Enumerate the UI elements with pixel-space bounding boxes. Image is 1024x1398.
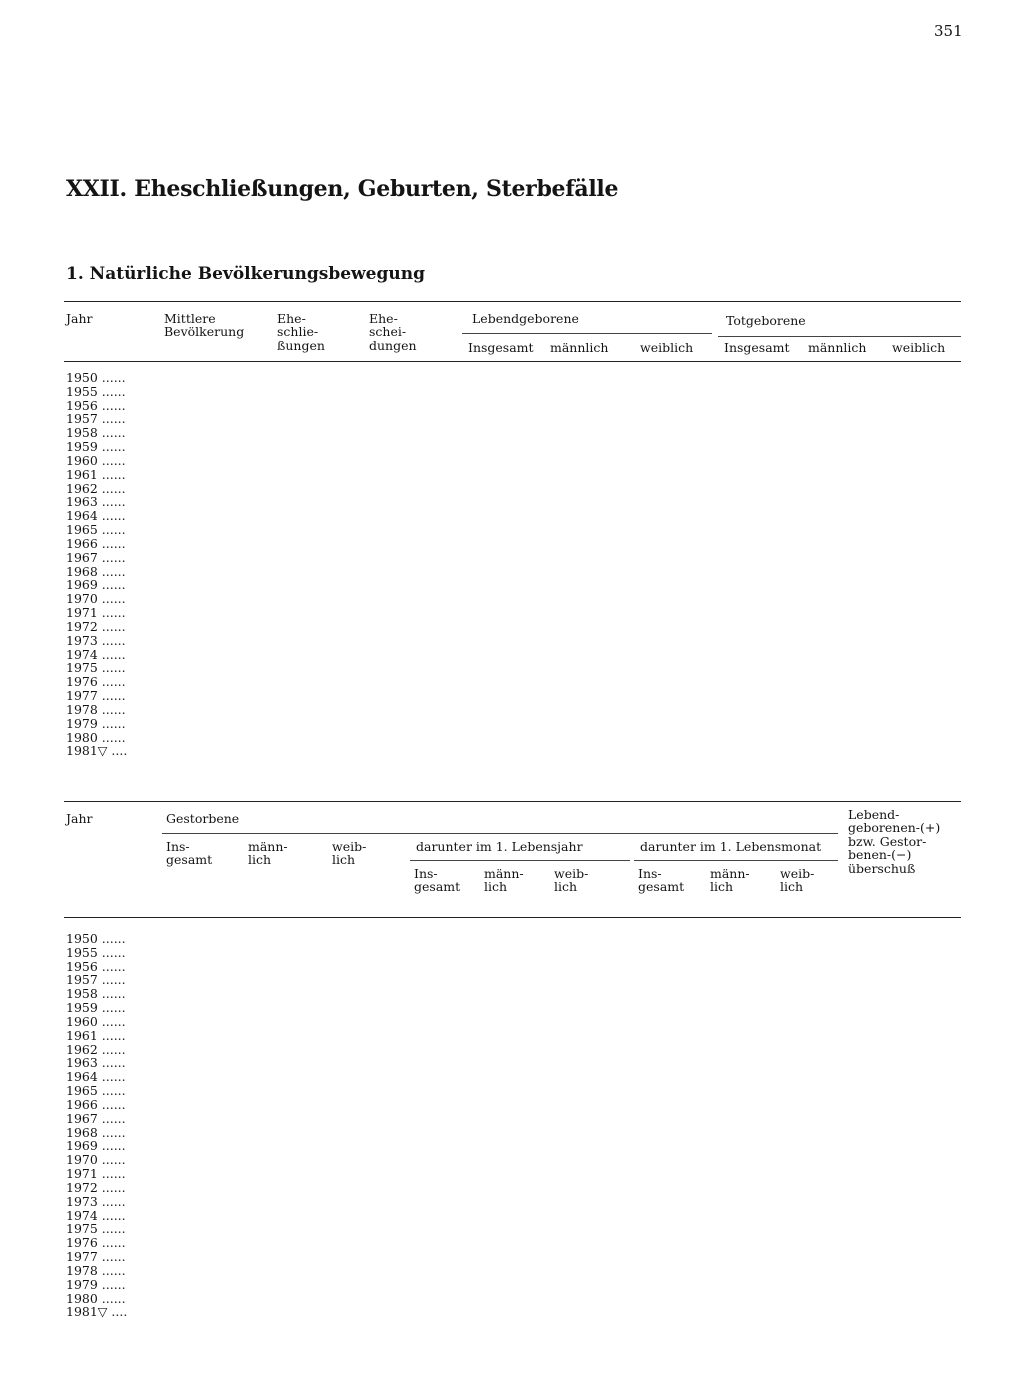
year-cell: 1971 ...... xyxy=(66,605,126,621)
t2-lebensjahr-subrule xyxy=(410,860,630,861)
year-cell: 1961 ...... xyxy=(66,1027,126,1043)
section-title: 1. Natürliche Bevölkerungsbewegung xyxy=(66,264,425,284)
year-cell: 1960 ...... xyxy=(66,1013,126,1029)
year-cell: 1968 ...... xyxy=(66,1124,126,1140)
year-cell: 1955 ...... xyxy=(66,944,126,960)
t2-header-ueberschuss: Lebend- geborenen-(+) bzw. Gestor- benen-(−) überschuß xyxy=(848,807,941,876)
year-cell: 1972 ...... xyxy=(66,1179,126,1195)
year-cell: 1969 ...... xyxy=(66,1138,126,1154)
table2-top-rule xyxy=(64,801,961,802)
t1-header-jahr: Jahr xyxy=(66,311,93,326)
year-cell: 1978 ...... xyxy=(66,1262,126,1278)
year-cell: 1977 ...... xyxy=(66,1249,126,1265)
t2-header-weiblich: weib- lich xyxy=(332,839,367,868)
year-cell: 1970 ...... xyxy=(66,591,126,607)
t2-header-jahr-insgesamt: Ins- gesamt xyxy=(414,866,461,895)
year-cell: 1968 ...... xyxy=(66,563,126,579)
year-cell: 1961 ...... xyxy=(66,466,126,482)
year-cell: 1976 ...... xyxy=(66,674,126,690)
t1-header-lebend-maennlich: männlich xyxy=(550,340,609,355)
t1-header-mittlere-bevoelkerung: Mittlere Bevölkerung xyxy=(164,311,245,340)
year-cell: 1950 ...... xyxy=(66,931,126,946)
t2-header-jahr-weiblich: weib- lich xyxy=(554,866,589,895)
year-cell: 1957 ...... xyxy=(66,972,126,988)
year-cell: 1965 ...... xyxy=(66,522,126,538)
t2-header-jahr: Jahr xyxy=(66,811,93,826)
year-cell: 1978 ...... xyxy=(66,701,126,717)
t1-header-lebendgeborene: Lebendgeborene xyxy=(472,311,579,326)
table2-header-rule xyxy=(64,917,961,918)
year-cell: 1956 ...... xyxy=(66,397,126,413)
t1-header-totgeborene: Totgeborene xyxy=(726,313,806,328)
t1-header-eheschliessungen: Ehe- schlie- ßungen xyxy=(277,311,325,353)
year-cell: 1974 ...... xyxy=(66,646,126,662)
year-cell: 1966 ...... xyxy=(66,535,126,551)
t1-header-tot-insgesamt: Insgesamt xyxy=(724,340,790,355)
year-cell: 1962 ...... xyxy=(66,480,126,496)
t2-header-monat-maennlich: männ- lich xyxy=(710,866,750,895)
year-cell: 1970 ...... xyxy=(66,1152,126,1168)
year-cell: 1956 ...... xyxy=(66,958,126,974)
year-cell: 1973 ...... xyxy=(66,1193,126,1209)
page-number: 351 xyxy=(934,22,963,40)
year-cell: 1967 ...... xyxy=(66,1110,126,1126)
year-cell: 1971 ...... xyxy=(66,1166,126,1182)
year-cell: 1957 ...... xyxy=(66,411,126,427)
t2-lebensmonat-subrule xyxy=(634,860,838,861)
t1-header-ehescheidungen: Ehe- schei- dungen xyxy=(369,311,417,353)
year-cell: 1977 ...... xyxy=(66,688,126,704)
year-cell: 1966 ...... xyxy=(66,1096,126,1112)
year-cell: 1962 ...... xyxy=(66,1041,126,1057)
year-cell: 1975 ...... xyxy=(66,1221,126,1237)
t2-header-darunter-lebensjahr: darunter im 1. Lebensjahr xyxy=(416,839,583,854)
year-cell: 1950 ...... xyxy=(66,370,126,385)
t1-tot-subrule xyxy=(718,336,961,337)
year-cell: 1972 ...... xyxy=(66,618,126,634)
year-cell: 1975 ...... xyxy=(66,660,126,676)
year-cell: 1973 ...... xyxy=(66,632,126,648)
year-cell: 1969 ...... xyxy=(66,577,126,593)
year-cell: 1963 ...... xyxy=(66,1055,126,1071)
year-cell: 1979 ...... xyxy=(66,1276,126,1292)
t2-header-insgesamt: Ins- gesamt xyxy=(166,839,213,868)
year-cell: 1974 ...... xyxy=(66,1207,126,1223)
year-cell: 1964 ...... xyxy=(66,1069,126,1085)
t1-header-lebend-weiblich: weiblich xyxy=(640,340,694,355)
year-cell: 1980 ...... xyxy=(66,729,126,745)
year-cell: 1981▽ .... xyxy=(66,1304,128,1320)
t1-lebend-subrule xyxy=(462,333,712,334)
t2-header-monat-weiblich: weib- lich xyxy=(780,866,815,895)
t2-gestorbene-subrule xyxy=(162,833,838,834)
year-cell: 1965 ...... xyxy=(66,1083,126,1099)
year-cell: 1979 ...... xyxy=(66,715,126,731)
t2-header-monat-insgesamt: Ins- gesamt xyxy=(638,866,685,895)
year-cell: 1960 ...... xyxy=(66,452,126,468)
year-cell: 1976 ...... xyxy=(66,1235,126,1251)
t2-header-gestorbene: Gestorbene xyxy=(166,811,240,826)
chapter-title: XXII. Eheschließungen, Geburten, Sterbefälle xyxy=(66,176,619,202)
t1-header-tot-weiblich: weiblich xyxy=(892,340,946,355)
year-cell: 1955 ...... xyxy=(66,383,126,399)
table1-top-rule xyxy=(64,301,961,302)
year-cell: 1958 ...... xyxy=(66,425,126,441)
t2-header-maennlich: männ- lich xyxy=(248,839,288,868)
year-cell: 1981▽ .... xyxy=(66,743,128,759)
t1-header-lebend-insgesamt: Insgesamt xyxy=(468,340,534,355)
year-cell: 1963 ...... xyxy=(66,494,126,510)
t2-header-darunter-lebensmonat: darunter im 1. Lebensmonat xyxy=(640,839,822,854)
t2-header-jahr-maennlich: männ- lich xyxy=(484,866,524,895)
t1-header-tot-maennlich: männlich xyxy=(808,340,867,355)
year-cell: 1958 ...... xyxy=(66,986,126,1002)
year-cell: 1959 ...... xyxy=(66,439,126,455)
year-cell: 1959 ...... xyxy=(66,1000,126,1016)
year-cell: 1967 ...... xyxy=(66,549,126,565)
year-cell: 1964 ...... xyxy=(66,508,126,524)
year-cell: 1980 ...... xyxy=(66,1290,126,1306)
table1-header-rule xyxy=(64,361,961,362)
